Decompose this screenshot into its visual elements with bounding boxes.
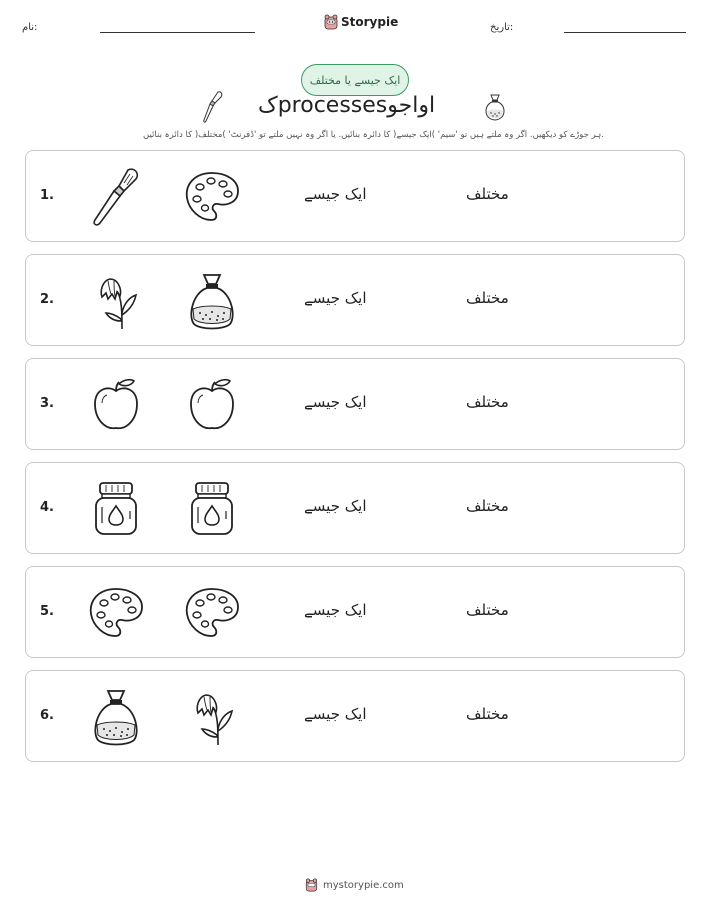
- same-option[interactable]: ایک جیسے: [304, 185, 367, 203]
- paintbrush-icon: [84, 165, 148, 229]
- different-option[interactable]: مختلف: [466, 497, 509, 515]
- storypie-mascot-icon: [324, 14, 338, 30]
- instructions-text: ہر جوڑے کو دیکھیں. اگر وہ ملتے ہیں تو 'سیم' )ایک جیسے( کا دائرہ بنائیں. یا اگر وہ نہیں ملتے تو 'ڈفرنٹ' )مختلف( کا دائرہ بنائیں.: [143, 130, 604, 140]
- different-option[interactable]: مختلف: [466, 185, 509, 203]
- different-option[interactable]: مختلف: [466, 289, 509, 307]
- brand-logo: [324, 14, 398, 30]
- date-line: [564, 32, 686, 33]
- footer: [305, 878, 404, 892]
- apple-icon: [180, 373, 244, 437]
- row-number: 6.: [40, 708, 54, 723]
- name-line: [100, 32, 255, 33]
- flower-icon: [84, 269, 148, 333]
- row-number: 2.: [40, 292, 54, 307]
- exercise-row: [25, 150, 685, 242]
- palette-icon: [84, 581, 148, 645]
- sack-icon: [84, 685, 148, 749]
- same-option[interactable]: ایک جیسے: [304, 289, 367, 307]
- storypie-mascot-icon: [305, 878, 318, 892]
- exercise-row: [25, 566, 685, 658]
- different-option[interactable]: مختلف: [466, 601, 509, 619]
- row-number: 1.: [40, 188, 54, 203]
- same-option[interactable]: ایک جیسے: [304, 705, 367, 723]
- exercise-row: [25, 358, 685, 450]
- row-number: 3.: [40, 396, 54, 411]
- jar-icon: [180, 477, 244, 541]
- title-row: [0, 90, 709, 126]
- flower-icon: [180, 685, 244, 749]
- apple-icon: [84, 373, 148, 437]
- exercise-row: [25, 254, 685, 346]
- sack-icon: [482, 92, 508, 122]
- jar-icon: [84, 477, 148, 541]
- different-option[interactable]: مختلف: [466, 393, 509, 411]
- brand-name: Storypie: [341, 15, 399, 29]
- same-option[interactable]: ایک جیسے: [304, 497, 367, 515]
- different-option[interactable]: مختلف: [466, 705, 509, 723]
- exercise-row: [25, 670, 685, 762]
- worksheet-header: [0, 12, 709, 42]
- name-label: نام:: [22, 22, 38, 33]
- paintbrush-icon: [202, 90, 224, 124]
- palette-icon: [180, 581, 244, 645]
- same-option[interactable]: ایک جیسے: [304, 601, 367, 619]
- exercise-row: [25, 462, 685, 554]
- sack-icon: [180, 269, 244, 333]
- row-number: 4.: [40, 500, 54, 515]
- date-label: تاریخ:: [490, 22, 514, 33]
- palette-icon: [180, 165, 244, 229]
- worksheet-type-badge: ایک جیسے یا مختلف: [301, 64, 409, 96]
- footer-url: mystorypie.com: [323, 879, 404, 891]
- row-number: 5.: [40, 604, 54, 619]
- same-option[interactable]: ایک جیسے: [304, 393, 367, 411]
- worksheet-title: کprocessesاواجو: [258, 93, 436, 118]
